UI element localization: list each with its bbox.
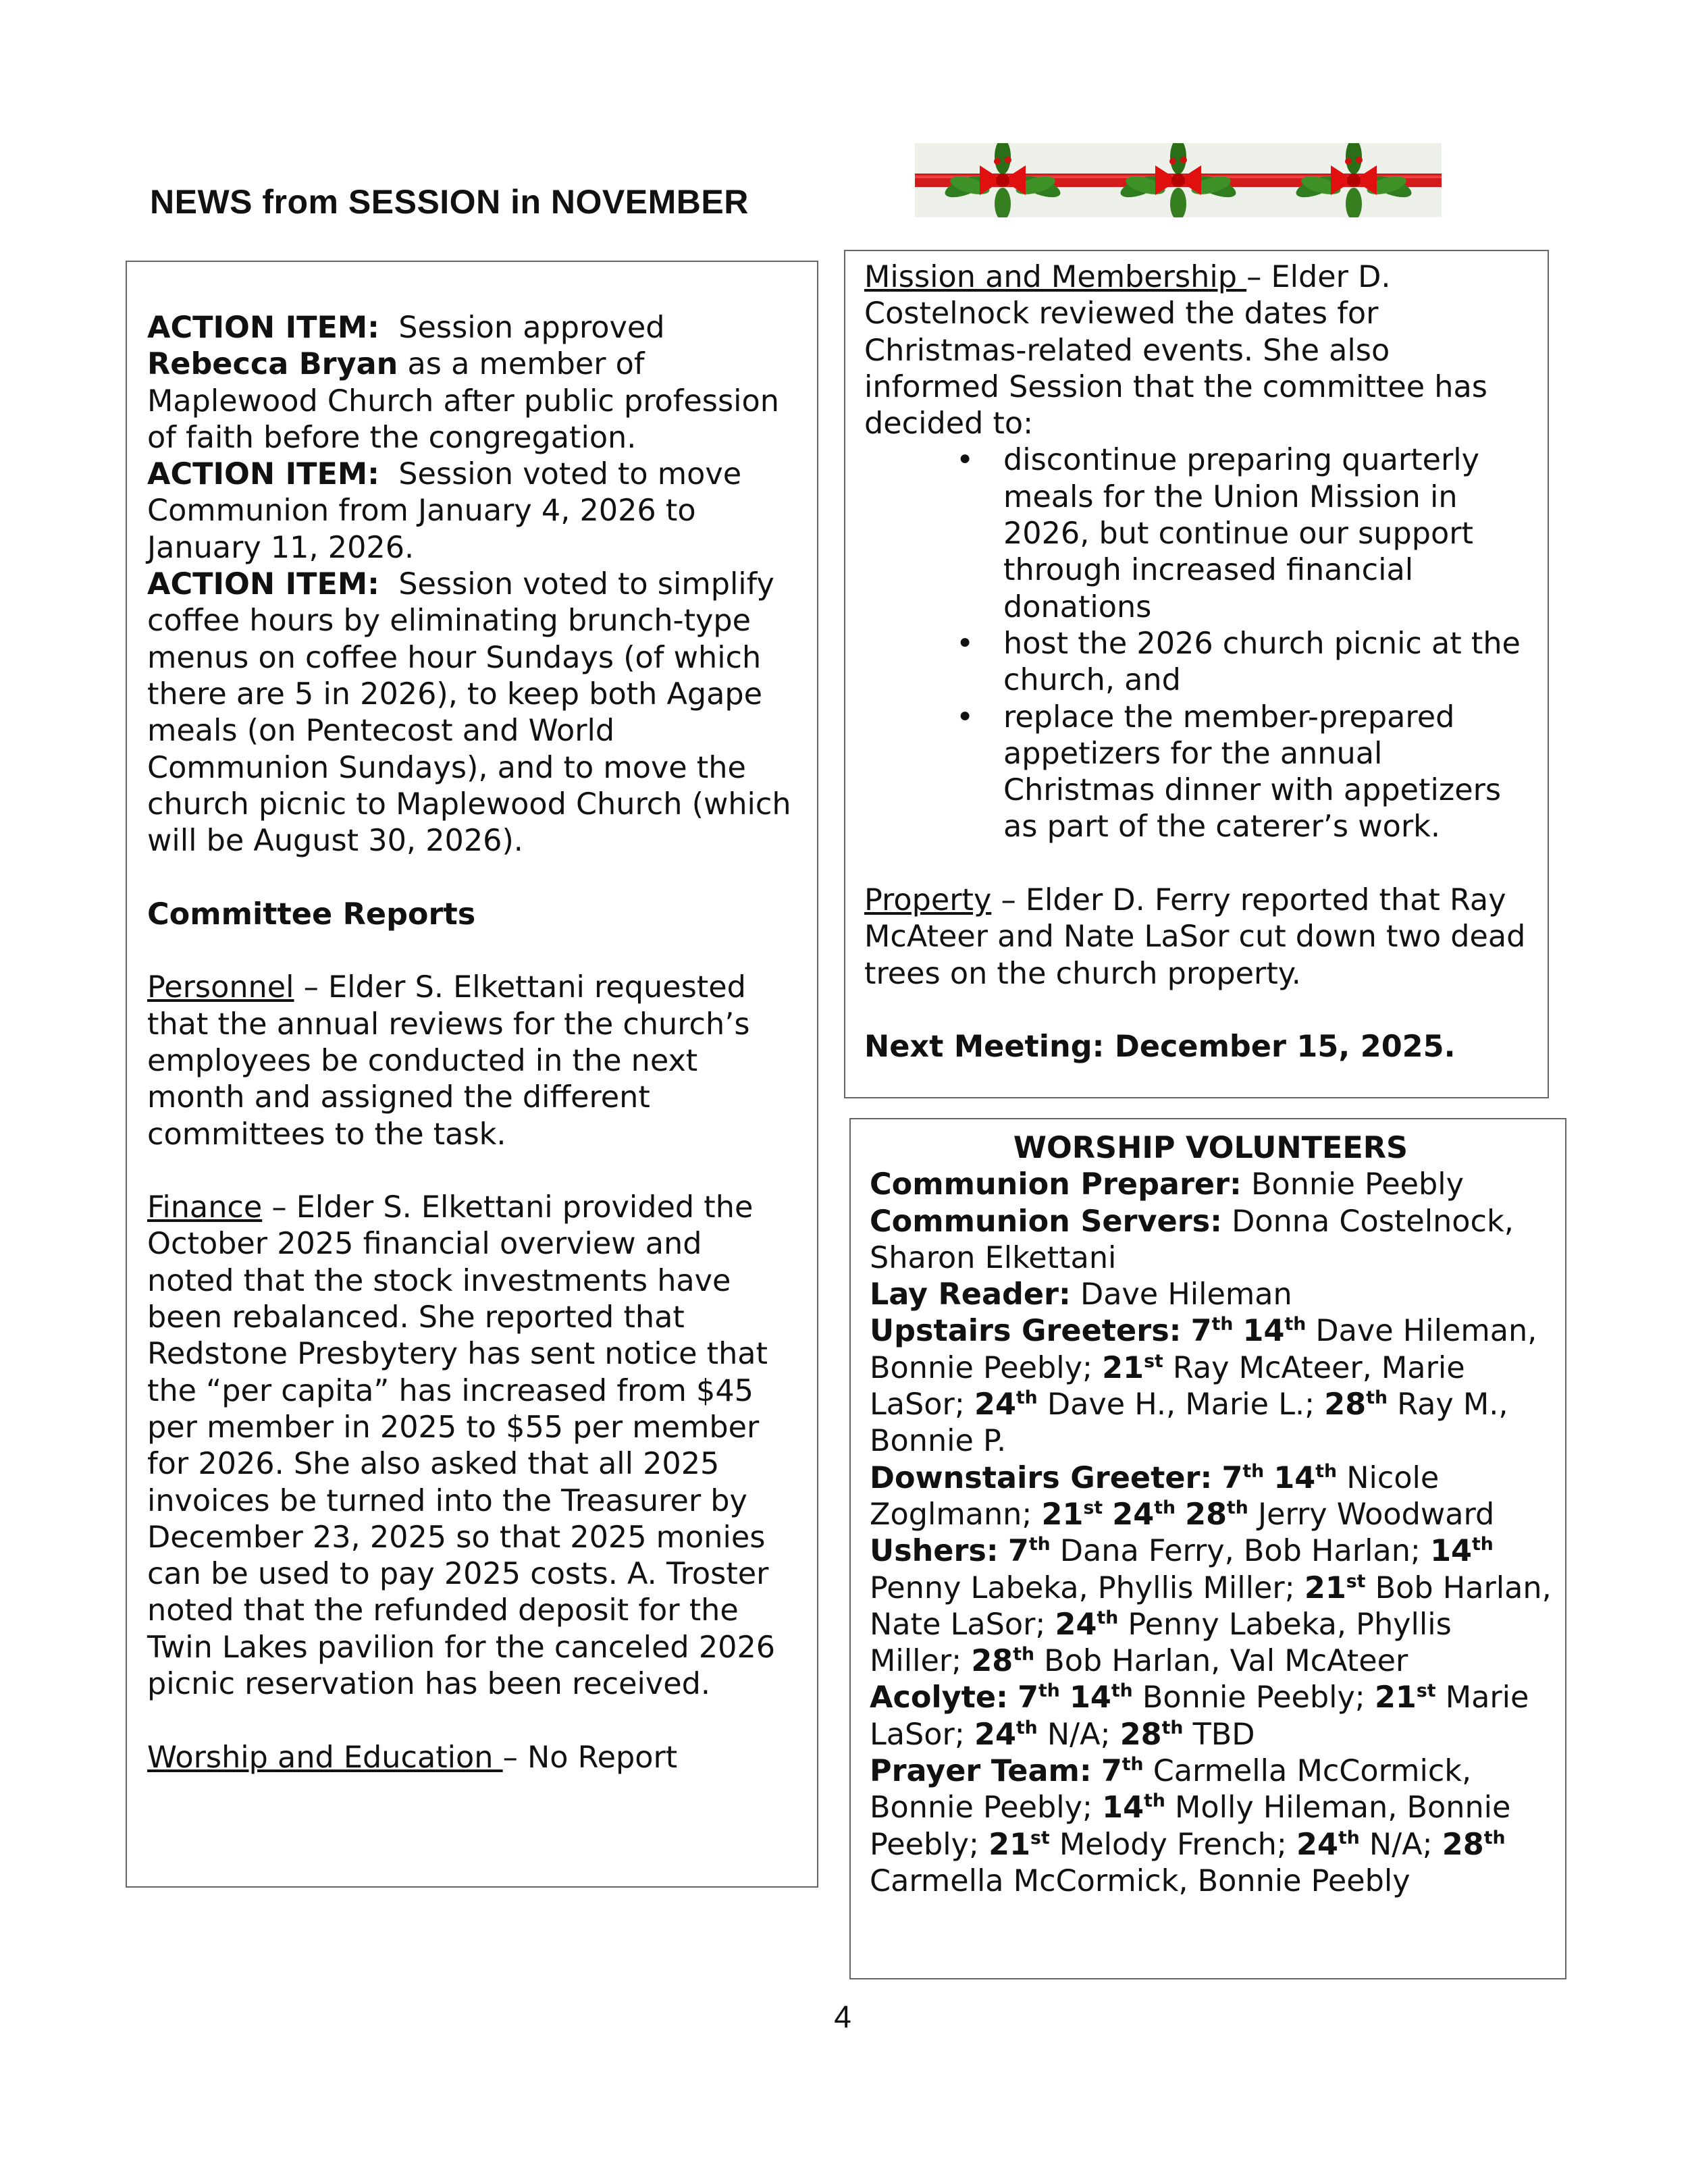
mission-decisions-list [864,442,1533,845]
property-label: Property [864,883,992,918]
committee-reports-continued-box [844,250,1549,1098]
list-item: • discontinue preparing quarterly meals for the Union Mission in 2026, but continue our support through increased financial donations [1003,442,1533,625]
role-label: Upstairs Greeters: [870,1314,1182,1349]
finance-report [147,1190,797,1703]
role-names: Carmella McCormick, Bonnie Peebly; [870,1754,1472,1826]
role-names: Dave Hileman, Bonnie Peebly; [870,1314,1537,1385]
mission-membership-text: – Elder D. Costelnock reviewed the dates for Christmas-related events. She also informed Session that the committee has decided to: [864,260,1487,442]
action-item-3 [147,566,797,859]
personnel-label: Personnel [147,970,294,1005]
date: 21st [1304,1570,1366,1605]
role-label: Prayer Team: [870,1754,1092,1789]
finance-text: – Elder S. Elkettani provided the October 2025 financial overview and noted that the stock investments have been rebalanced. She reported that Redstone Presbytery has sent notice that the “per capita” has increased from $45 per member in 2025 to $55 per member for 2026. She also asked that all 2025 invoices be turned into the Treasurer by December 23, 2025 so that 2025 monies can be used to pay 2025 costs. A. Troster noted that the refunded deposit for the Twin Lakes pavilion for the canceled 2026 picnic reservation has been received. [147,1190,776,1701]
date: 14th [1430,1534,1494,1569]
action-item-text: Session voted to simplify coffee hours by eliminating brunch-type menus on coffee hour Sundays (of which there are 5 in 2026), to keep both Agape meals (on Pentecost and World Communion Sundays), and to move the church picnic to Maplewood Church (which will be August 30, 2026). [147,567,791,859]
action-item-1 [147,310,797,456]
role-names: Ray M., Bonnie P. [870,1387,1508,1459]
role-names: Penny Labeka, Phyllis Miller; [870,1607,1452,1679]
lay-reader-entry [870,1277,1552,1313]
volunteers-heading: WORSHIP VOLUNTEERS [1013,1131,1408,1165]
role-label: Acolyte: [870,1680,1008,1715]
role-names: N/A; [1047,1717,1111,1752]
date: 7th [1101,1754,1144,1789]
worship-volunteers-box [849,1118,1566,1979]
role-names: Ray McAteer, Marie LaSor; [870,1350,1465,1422]
date: 7th [1007,1534,1051,1569]
finance-label: Finance [147,1190,263,1225]
property-report [864,882,1533,992]
role-label: Lay Reader: [870,1277,1071,1312]
date: 21st [1102,1350,1163,1385]
holly-garland-banner [915,143,1442,217]
role-label: Communion Servers: [870,1204,1222,1239]
role-names: Dave Hileman [1080,1277,1292,1312]
next-meeting: Next Meeting: December 15, 2025. [864,1030,1456,1065]
member-name: Rebecca Bryan [147,347,398,382]
role-names: Dave H., Marie L.; [1047,1387,1315,1422]
ushers-entry [870,1533,1552,1680]
date: 28th [1442,1827,1506,1862]
date: 21st [1041,1497,1103,1532]
list-item: • host the 2026 church picnic at the church, and [1003,626,1533,699]
worship-education-text: – No Report [502,1740,678,1775]
date: 21st [988,1827,1050,1862]
mission-membership-report [864,259,1533,442]
date: 24th [1112,1497,1176,1532]
role-label: Downstairs Greeter: [870,1460,1213,1495]
action-item-label: ACTION ITEM: [147,457,379,492]
role-names: Marie LaSor; [870,1680,1529,1752]
date: 7th [1018,1680,1060,1715]
date: 14th [1069,1680,1133,1715]
role-names: Bonnie Peebly [1250,1167,1464,1202]
mission-membership-label: Mission and Membership [864,260,1247,294]
role-names: Donna Costelnock, Sharon Elkettani [870,1204,1514,1275]
upstairs-greeters-entry [870,1313,1552,1460]
communion-preparer-entry [870,1167,1552,1203]
role-names: Jerry Woodward [1257,1497,1495,1532]
role-names: Melody French; [1059,1827,1287,1862]
role-label: Ushers: [870,1534,999,1569]
action-item-label: ACTION ITEM: [147,311,379,345]
role-names: TBD [1192,1717,1255,1752]
communion-servers-entry [870,1204,1552,1277]
action-item-text: Session voted to move Communion from January 4, 2026 to January 11, 2026. [147,457,742,565]
page-title: NEWS from SESSION in NOVEMBER [150,183,749,221]
personnel-text: – Elder S. Elkettani requested that the annual reviews for the church’s employees be conducted in the next month and assigned the different committees to the task. [147,970,750,1152]
date: 7th [1190,1314,1234,1349]
role-names: Bob Harlan, Nate LaSor; [870,1570,1552,1642]
committee-reports-heading: Committee Reports [147,897,476,932]
role-names: N/A; [1369,1827,1433,1862]
personnel-report [147,969,797,1152]
date: 24th [974,1387,1038,1422]
role-names: Penny Labeka, Phyllis Miller; [870,1570,1295,1605]
action-item-label: ACTION ITEM: [147,567,379,602]
action-item-text: as a member of Maplewood Church after public profession of faith before the congregation. [147,347,779,455]
role-names: Nicole Zoglmann; [870,1460,1440,1532]
date: 24th [1296,1827,1360,1862]
role-names: Molly Hileman, Bonnie Peebly; [870,1790,1511,1862]
role-names: Bob Harlan, Val McAteer [1044,1644,1408,1679]
date: 24th [974,1717,1038,1752]
date: 14th [1242,1314,1307,1349]
acolyte-entry [870,1680,1552,1753]
action-item-2 [147,456,797,566]
role-names: Bonnie Peebly; [1142,1680,1365,1715]
role-label: Communion Preparer: [870,1167,1242,1202]
worship-education-label: Worship and Education [147,1740,503,1775]
session-actions-box [126,261,818,1888]
action-item-text: Session approved [398,311,665,345]
date: 21st [1374,1680,1436,1715]
date: 7th [1221,1460,1265,1495]
downstairs-greeter-entry [870,1460,1552,1534]
date: 14th [1102,1790,1165,1826]
date: 24th [1055,1607,1119,1642]
page-number: 4 [834,1999,851,2034]
date: 28th [1185,1497,1248,1532]
date: 14th [1273,1460,1338,1495]
property-text: – Elder D. Ferry reported that Ray McAteer and Nate LaSor cut down two dead trees on the church property. [864,883,1526,991]
date: 28th [1119,1717,1184,1752]
worship-education-report [147,1740,797,1776]
prayer-team-entry [870,1753,1552,1900]
date: 28th [971,1644,1035,1679]
date: 28th [1324,1387,1388,1422]
list-item: • replace the member-prepared appetizers for the annual Christmas dinner with appetizers as part of the caterer’s work. [1003,699,1533,846]
role-names: Dana Ferry, Bob Harlan; [1059,1534,1421,1569]
role-names: Carmella McCormick, Bonnie Peebly [870,1863,1410,1898]
holly-garland-icon [915,143,1442,217]
